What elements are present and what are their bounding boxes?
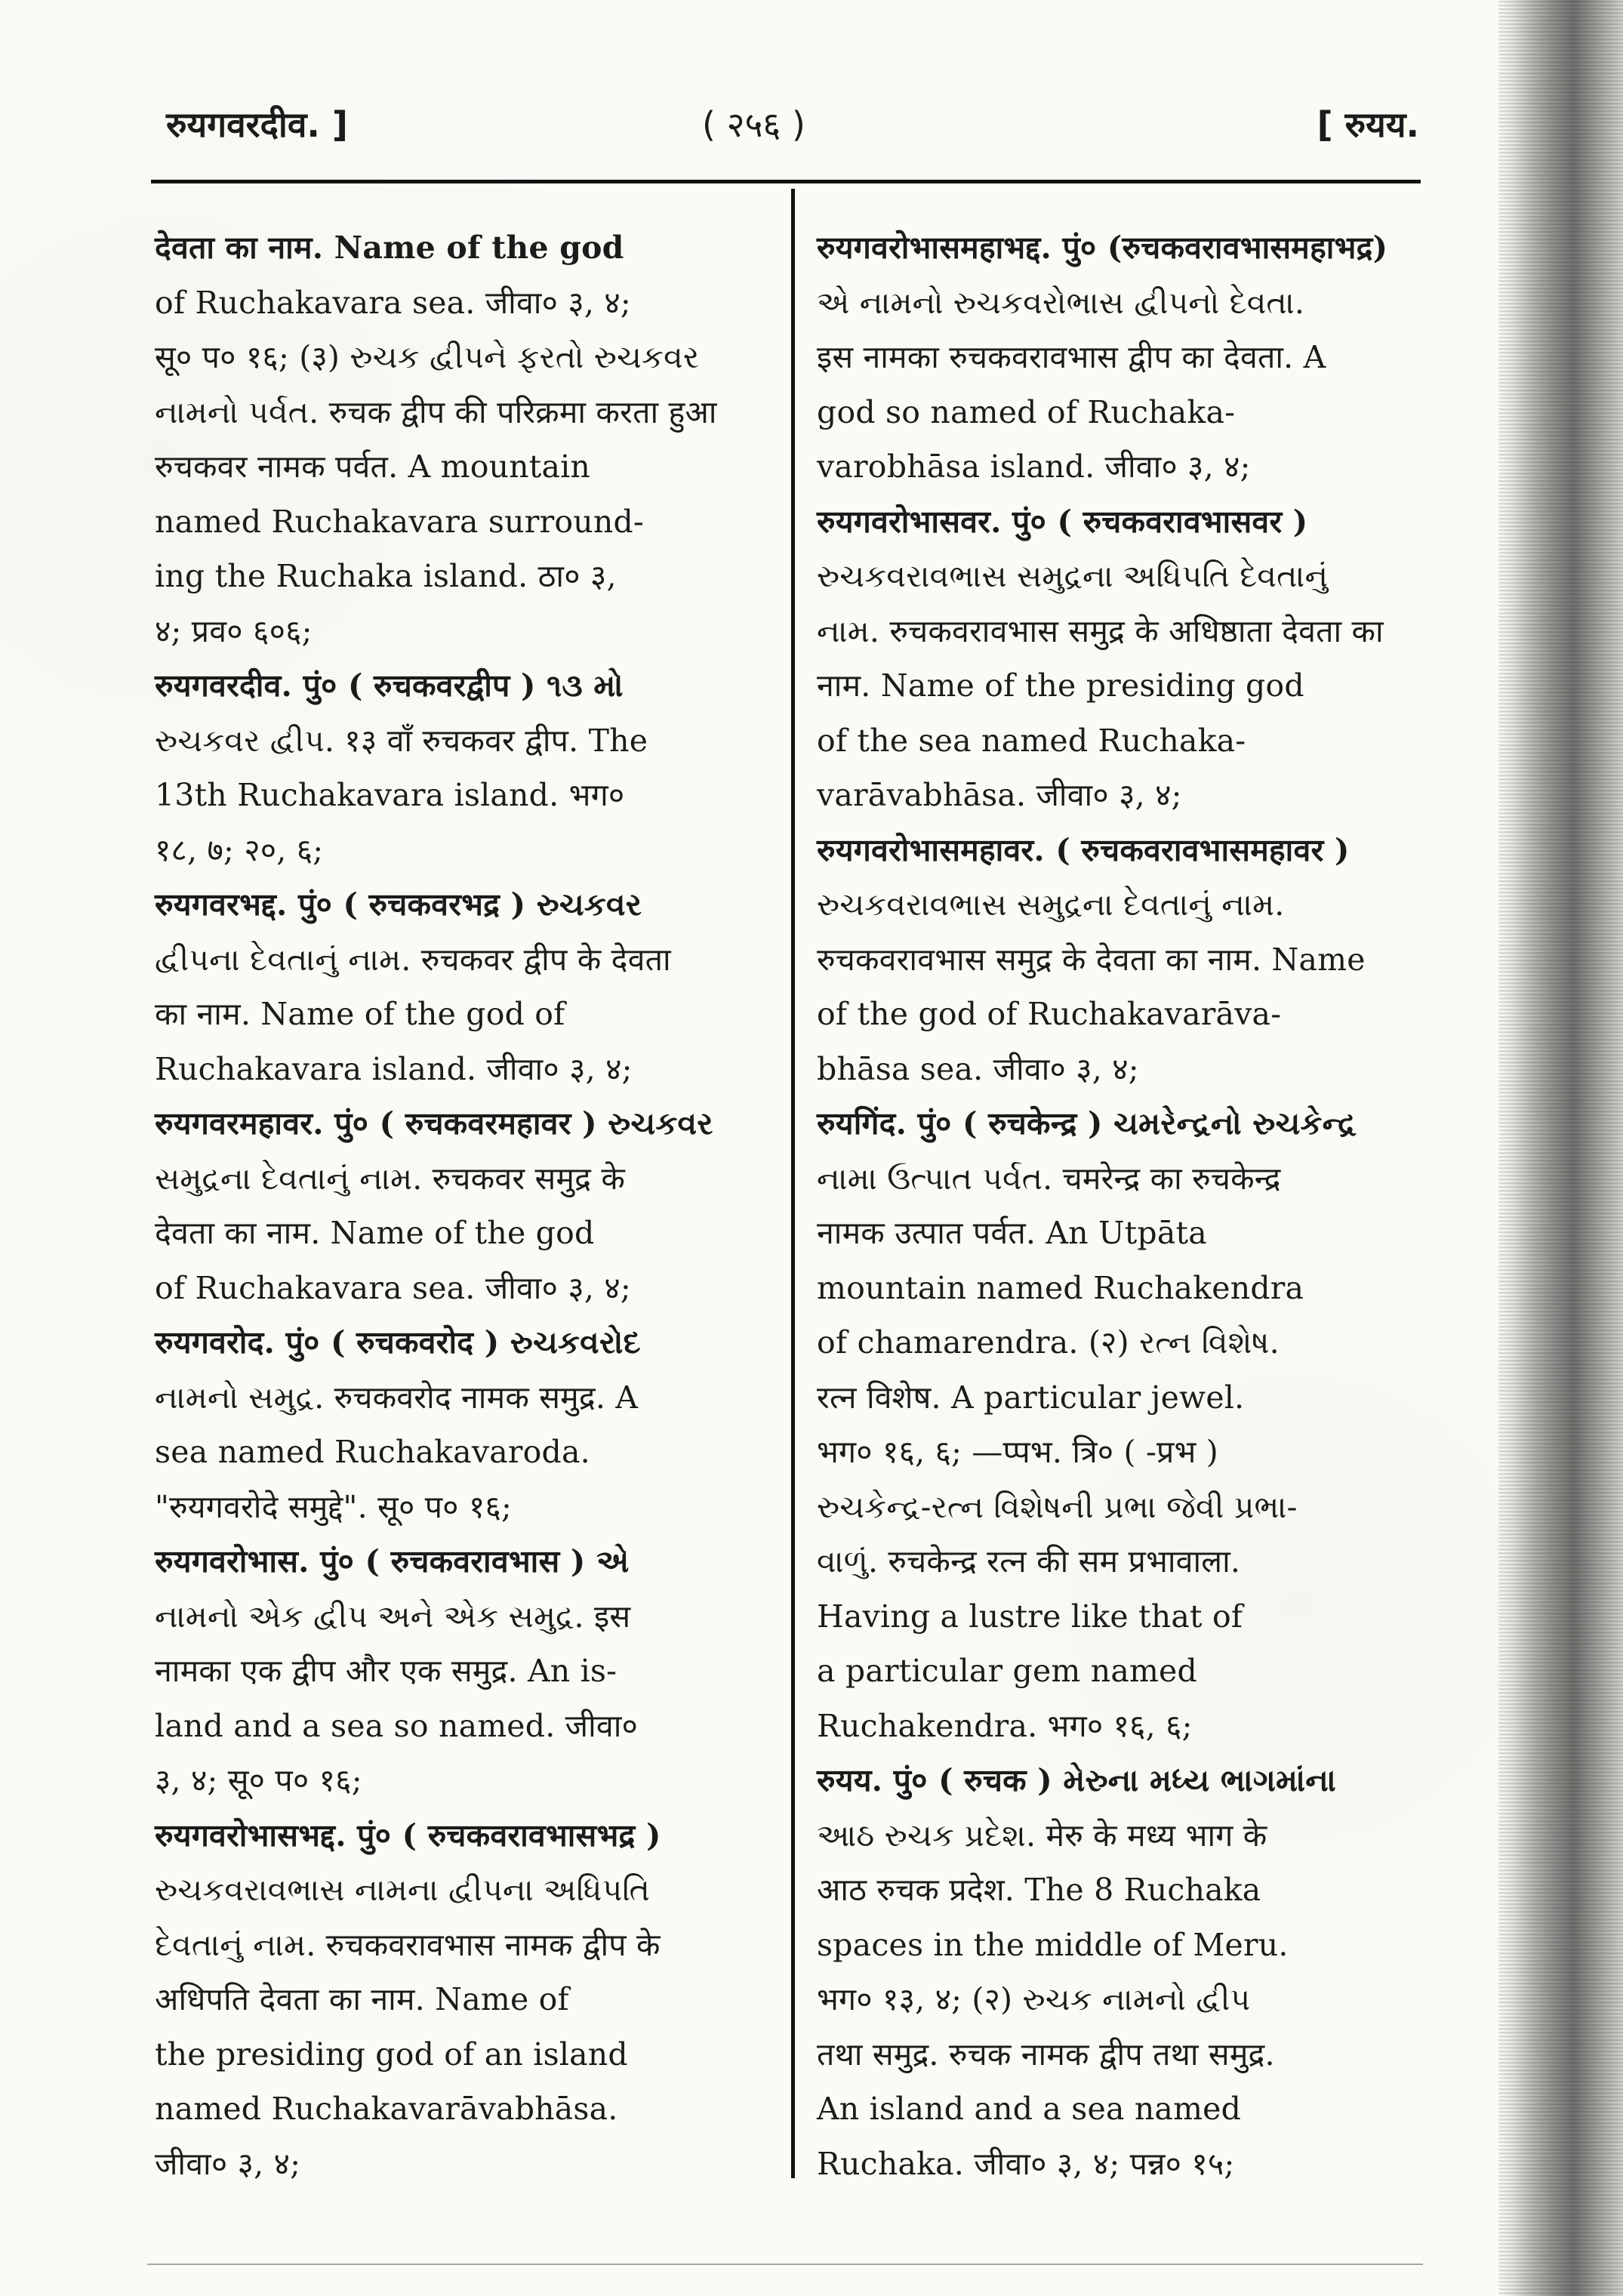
book-binding-edge xyxy=(1498,0,1623,2296)
page-header xyxy=(166,94,1419,155)
dictionary-entry: रुयगवरभद्द. पुं० ( रुचकवरभद्र ) રુચકવર દ્વીપના દેવતાનું નામ. रुचकवर द्वीप के देवता का नाम. Name of the god of Ruchakavara island. जीवा० ३, ४; xyxy=(155,886,671,1087)
column-divider xyxy=(791,189,795,2178)
dictionary-entry: रुयगवरमहावर. पुं० ( रुचकवरमहावर ) રુચકવર સમુદ્રના દેવતાનું નામ. रुचकवर समुद्र के देवता का नाम. Name of the god of Ruchakavara sea. जीवा० ३, ४; xyxy=(155,1105,713,1306)
dictionary-entry: रुयगवरोभासवर. पुं० ( रुचकवरावभासवर ) રુચકવરાવભાસ સમુદ્રના અધિપતિ દેવતાનું નામ. रुचकवरावभास समुद्र के अधिष्ठाता देवता का नाम. Name of the presiding god of the sea named Ruchaka- varāvabhāsa. जीवा० ३, ४; xyxy=(817,503,1384,813)
dictionary-entry: रुयय. पुं० ( रुचक ) મેરુના મધ્ય ભાગમાંના આઠ રુચક પ્રદેશ. मेरु के मध्य भाग के आठ रुचक प्रदेश. The 8 Ruchaka spaces in the middle of Meru. भग० १३, ४; (२) રુચક નામનો દ્વીપ तथा समुद्र. रुचक नामक द्वीप तथा समुद्र. An island and a sea named Ruchaka. जीवा० ३, ४; पन्न० १५; xyxy=(817,1762,1337,2182)
dictionary-entry: रुयगवरदीव. पुं० ( रुचकवरद्वीप ) ૧૩ મો રુચકવર દ્વીપ. १३ वाँ रुचकवर द्वीप. The 13th Ruchakavara island. भग० १८, ७; २०, ६; xyxy=(155,667,648,868)
dictionary-entry: रुयगवरोभासमहाभद्द. पुं० (रुचकवरावभासमहाभद्र) એ નામનો રુચકવરોભાસ દ્વીપનો દેવતા. इस नामका रुचकवरावभास द्वीप का देवता. A god so named of Ruchaka- varobhāsa island. जीवा० ३, ४; xyxy=(817,230,1388,485)
footer-rule xyxy=(147,2264,1423,2265)
left-column xyxy=(155,220,785,2191)
header-rule xyxy=(151,180,1421,183)
page-number: ( २५६ ) xyxy=(702,104,805,145)
dictionary-entry: देवता का नाम. Name of the god of Ruchakavara sea. जीवा० ३, ४; सू० प० १६; (३) રુચક દ્વીપને ફરતો રુચકવર નામનો પર્વત. रुचक द्वीप की परिक्रमा करता हुआ रुचकवर नामक पर्वत. A mountain named Ruchakavara surround- ing the Ruchaka island. ठा० ३, ४; प्रव० ६०६; xyxy=(155,230,717,649)
right-column xyxy=(817,220,1428,2191)
dictionary-entry: रुयगवरोभास. पुं० ( रुचकवरावभास ) એ નામનો એક દ્વીપ અને એક સમુદ્ર. इस नामका एक द्वीप और एक समुद्र. An is- land and a sea so named. जीवा० ३, ४; सू० प० १६; xyxy=(155,1543,639,1798)
dictionary-entry: रुयगिंद. पुं० ( रुचकेन्द्र ) ચમરેન્દ્રનો રુચકેન્દ્ર નામા ઉત્પાત પર્વત. चमरेन्द्र का रुचकेन्द्र नामक उत्पात पर्वत. An Utpāta mountain named Ruchakendra of chamarendra. (२) રત્ન વિશેષ. रत्न विशेष. A particular jewel. भग० १६, ६; —प्पभ. त्रि० ( -प्रभ ) રુચકેન્દ્ર-રત્ન વિશેષની પ્રભા જેવી પ્રભા- વાળું. रुचकेन्द्र रत्न की सम प्रभावाला. Having a lustre like that of a particular gem named Ruchakendra. भग० १६, ६; xyxy=(817,1105,1357,1744)
header-left-entry: रुयगवरदीव. ] xyxy=(166,104,348,145)
header-right-entry: [ रुयय. xyxy=(1317,104,1419,145)
dictionary-entry: रुयगवरोभासमहावर. ( रुचकवरावभासमहावर ) રુચકવરાવભાસ સમુદ્રના દેવતાનું નામ. रुचकवरावभास समुद्र के देवता का नाम. Name of the god of Ruchakavarāva- bhāsa sea. जीवा० ३, ४; xyxy=(817,831,1366,1087)
dictionary-entry: रुयगवरोद. पुं० ( रुचकवरोद ) રુચકવરોદ નામનો સમુદ્ર. रुचकवरोद नामक समुद्र. A sea named Ruchakavaroda. "रुयगवरोदे समुद्दे". सू० प० १६; xyxy=(155,1324,641,1525)
dictionary-entry: रुयगवरोभासभद्द. पुं० ( रुचकवरावभासभद्र ) રુચકવરાવભાસ નામના દ્વીપના અધિપતિ દેવતાનું નામ. रुचकवरावभास नामक द्वीप के अधिपति देवता का नाम. Name of the presiding god of an island named Ruchakavarāvabhāsa. जीवा० ३, ४; xyxy=(155,1817,661,2182)
